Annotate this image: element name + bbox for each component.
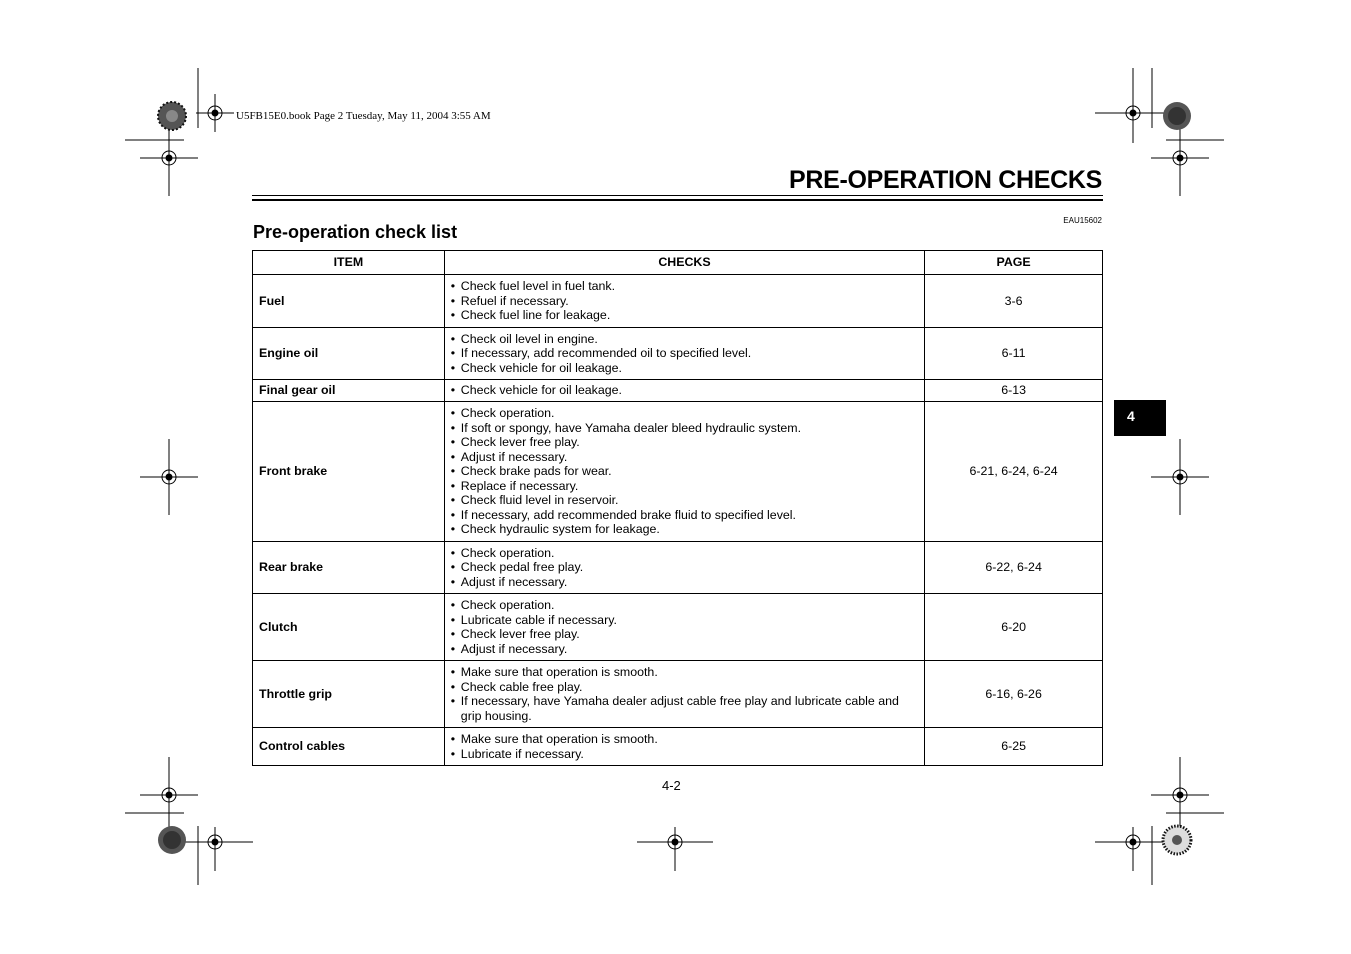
title-rule	[252, 199, 1103, 201]
page-title: PRE-OPERATION CHECKS	[788, 166, 1102, 194]
check-item: • Check cable free play.	[451, 680, 918, 695]
print-info: U5FB15E0.book Page 2 Tuesday, May 11, 2004 3:55 AM	[236, 110, 491, 122]
check-item: • Check oil level in engine.	[451, 332, 918, 347]
check-item: • Check fuel level in fuel tank.	[451, 279, 918, 294]
chapter-tab: 4	[1114, 400, 1166, 436]
table-row	[253, 402, 1103, 542]
checks-cell	[444, 380, 924, 402]
check-item: • Lubricate if necessary.	[451, 747, 918, 762]
page-cell: 6-13	[925, 380, 1103, 402]
item-cell: Control cables	[253, 728, 445, 766]
table-row	[253, 661, 1103, 728]
check-item: • Check operation.	[451, 546, 918, 561]
table-row	[253, 728, 1103, 766]
page-cell: 6-22, 6-24	[925, 541, 1103, 594]
page-cell: 6-11	[925, 327, 1103, 380]
check-item: • Make sure that operation is smooth.	[451, 665, 918, 680]
table-row	[253, 541, 1103, 594]
checks-cell	[444, 541, 924, 594]
check-item: • Adjust if necessary.	[451, 575, 918, 590]
check-item: • Check hydraulic system for leakage.	[451, 522, 918, 537]
check-item: • Check operation.	[451, 406, 918, 421]
checks-cell	[444, 594, 924, 661]
check-item: • If necessary, have Yamaha dealer adjust cable free play and lubricate cable and grip housing.	[451, 694, 918, 723]
checks-cell	[444, 275, 924, 328]
page-cell: 6-16, 6-26	[925, 661, 1103, 728]
check-item: • Check vehicle for oil leakage.	[451, 361, 918, 376]
checks-cell	[444, 728, 924, 766]
check-item: • Check vehicle for oil leakage.	[451, 383, 918, 398]
check-item: • If necessary, add recommended brake fluid to specified level.	[451, 508, 918, 523]
table-row	[253, 327, 1103, 380]
check-item: • Adjust if necessary.	[451, 642, 918, 657]
column-header: ITEM	[253, 251, 445, 275]
table-body	[253, 275, 1103, 766]
check-item: • Check fluid level in reservoir.	[451, 493, 918, 508]
section-title: Pre-operation check list	[253, 222, 458, 242]
item-cell: Throttle grip	[253, 661, 445, 728]
check-item: • Adjust if necessary.	[451, 450, 918, 465]
column-header: CHECKS	[444, 251, 924, 275]
check-item: • Check brake pads for wear.	[451, 464, 918, 479]
check-item: • Check pedal free play.	[451, 560, 918, 575]
table-header-row	[253, 251, 1103, 275]
check-item: • Lubricate cable if necessary.	[451, 613, 918, 628]
check-item: • Check operation.	[451, 598, 918, 613]
item-cell: Front brake	[253, 402, 445, 542]
page-cell: 6-20	[925, 594, 1103, 661]
table-row	[253, 594, 1103, 661]
table-row	[253, 275, 1103, 328]
check-item: • If necessary, add recommended oil to specified level.	[451, 346, 918, 361]
check-item: • If soft or spongy, have Yamaha dealer bleed hydraulic system.	[451, 421, 918, 436]
item-cell: Final gear oil	[253, 380, 445, 402]
document-code: EAU15602	[1063, 216, 1102, 225]
page-cell: 6-25	[925, 728, 1103, 766]
check-item: • Check lever free play.	[451, 435, 918, 450]
page-cell: 6-21, 6-24, 6-24	[925, 402, 1103, 542]
page-number: 4-2	[662, 778, 681, 793]
check-list-table	[252, 250, 1103, 766]
title-rule	[252, 195, 1103, 196]
table-row	[253, 380, 1103, 402]
item-cell: Rear brake	[253, 541, 445, 594]
checks-cell	[444, 661, 924, 728]
checks-cell	[444, 327, 924, 380]
check-item: • Refuel if necessary.	[451, 294, 918, 309]
column-header: PAGE	[925, 251, 1103, 275]
check-item: • Make sure that operation is smooth.	[451, 732, 918, 747]
check-item: • Replace if necessary.	[451, 479, 918, 494]
item-cell: Clutch	[253, 594, 445, 661]
checks-cell	[444, 402, 924, 542]
page-cell: 3-6	[925, 275, 1103, 328]
check-item: • Check fuel line for leakage.	[451, 308, 918, 323]
check-item: • Check lever free play.	[451, 627, 918, 642]
item-cell: Engine oil	[253, 327, 445, 380]
item-cell: Fuel	[253, 275, 445, 328]
